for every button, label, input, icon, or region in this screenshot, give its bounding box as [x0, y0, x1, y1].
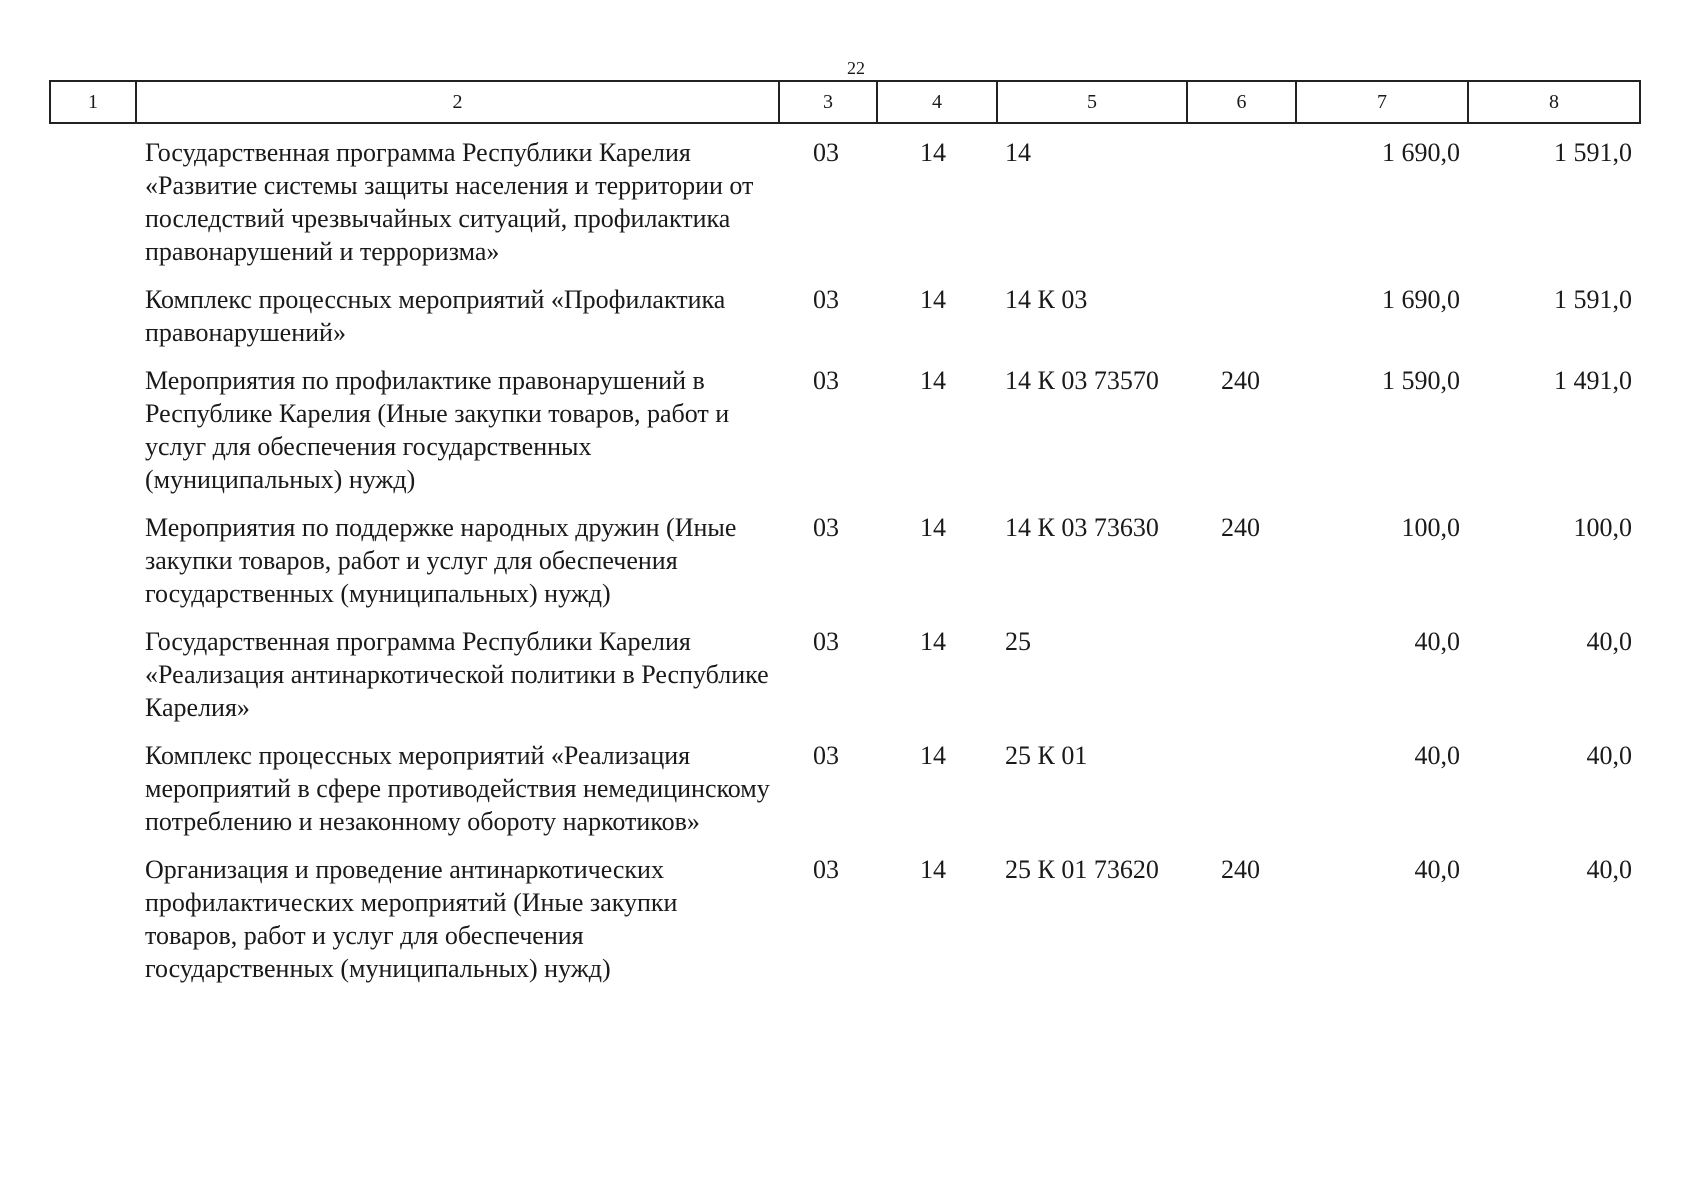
- cell-col7: 1 690,0: [1382, 138, 1460, 167]
- cell-col8: 40,0: [1586, 741, 1632, 770]
- column-header: 3: [779, 81, 877, 123]
- table-row: [50, 853, 1640, 1000]
- cell-col4: 14: [920, 138, 946, 167]
- cell-col8: 40,0: [1586, 855, 1632, 884]
- cell-col4: 14: [920, 741, 946, 770]
- cell-col8: 1 491,0: [1554, 366, 1632, 395]
- cell-col6: [1187, 283, 1296, 364]
- column-header: 8: [1468, 81, 1640, 123]
- cell-col1: [50, 283, 136, 364]
- cell-col7: 1 690,0: [1382, 285, 1460, 314]
- cell-col3: 03: [813, 741, 839, 770]
- cell-col7: 40,0: [1414, 741, 1460, 770]
- cell-name: Государственная программа Республики Карелия «Развитие системы защиты населения и территории от последствий чрезвычайных ситуаций, профилактика правонарушений и терроризма»: [145, 138, 754, 266]
- page-number: 22: [847, 58, 865, 78]
- cell-col7: 100,0: [1401, 513, 1460, 542]
- cell-col5: 25 К 01: [1005, 741, 1088, 770]
- budget-table: [49, 80, 1641, 1000]
- cell-col6: [1187, 739, 1296, 853]
- cell-col6: [1187, 625, 1296, 739]
- cell-col4: 14: [920, 285, 946, 314]
- cell-name: Мероприятия по поддержке народных дружин (Иные закупки товаров, работ и услуг для обеспечения государственных (муниципальных) нужд): [145, 513, 737, 608]
- cell-name: Комплекс процессных мероприятий «Реализация мероприятий в сфере противодействия немедицинскому потреблению и незаконному обороту наркотиков»: [145, 741, 770, 836]
- table-row: [50, 123, 1640, 283]
- cell-col3: 03: [813, 285, 839, 314]
- table-row: [50, 625, 1640, 739]
- table-row: [50, 511, 1640, 625]
- column-header: 4: [877, 81, 997, 123]
- column-number-header-row: [50, 81, 1640, 123]
- cell-col1: [50, 511, 136, 625]
- cell-name: Государственная программа Республики Карелия «Реализация антинаркотической политики в Республике Карелия»: [145, 627, 769, 722]
- column-header: 2: [136, 81, 779, 123]
- column-header: 7: [1296, 81, 1468, 123]
- cell-name: Комплекс процессных мероприятий «Профилактика правонарушений»: [145, 285, 726, 347]
- cell-col1: [50, 739, 136, 853]
- cell-col6: 240: [1221, 513, 1260, 542]
- cell-col3: 03: [813, 366, 839, 395]
- cell-name: Мероприятия по профилактике правонарушений в Республике Карелия (Иные закупки товаров, работ и услуг для обеспечения государственных (муниципальных) нужд): [145, 366, 730, 494]
- cell-col3: 03: [813, 138, 839, 167]
- cell-col4: 14: [920, 366, 946, 395]
- cell-col7: 40,0: [1414, 855, 1460, 884]
- cell-col1: [50, 625, 136, 739]
- cell-col3: 03: [813, 855, 839, 884]
- cell-col1: [50, 853, 136, 1000]
- cell-col5: 14 К 03 73570: [1005, 366, 1159, 395]
- cell-col4: 14: [920, 855, 946, 884]
- cell-col5: 25: [1005, 627, 1031, 656]
- cell-col8: 100,0: [1573, 513, 1632, 542]
- cell-col6: 240: [1221, 855, 1260, 884]
- cell-col3: 03: [813, 513, 839, 542]
- cell-name: Организация и проведение антинаркотических профилактических мероприятий (Иные закупки товаров, работ и услуг для обеспечения государственных (муниципальных) нужд): [145, 855, 678, 983]
- column-header: 6: [1187, 81, 1296, 123]
- cell-col4: 14: [920, 627, 946, 656]
- cell-col7: 40,0: [1414, 627, 1460, 656]
- cell-col4: 14: [920, 513, 946, 542]
- cell-col7: 1 590,0: [1382, 366, 1460, 395]
- cell-col5: 14 К 03: [1005, 285, 1088, 314]
- cell-col5: 25 К 01 73620: [1005, 855, 1159, 884]
- cell-col6: 240: [1221, 366, 1260, 395]
- table-row: [50, 739, 1640, 853]
- table-row: [50, 364, 1640, 511]
- column-header: 1: [50, 81, 136, 123]
- table-row: [50, 283, 1640, 364]
- cell-col5: 14: [1005, 138, 1031, 167]
- cell-col1: [50, 123, 136, 283]
- cell-col3: 03: [813, 627, 839, 656]
- cell-col8: 40,0: [1586, 627, 1632, 656]
- cell-col6: [1187, 123, 1296, 283]
- cell-col1: [50, 364, 136, 511]
- cell-col8: 1 591,0: [1554, 138, 1632, 167]
- column-header: 5: [997, 81, 1187, 123]
- cell-col5: 14 К 03 73630: [1005, 513, 1159, 542]
- cell-col8: 1 591,0: [1554, 285, 1632, 314]
